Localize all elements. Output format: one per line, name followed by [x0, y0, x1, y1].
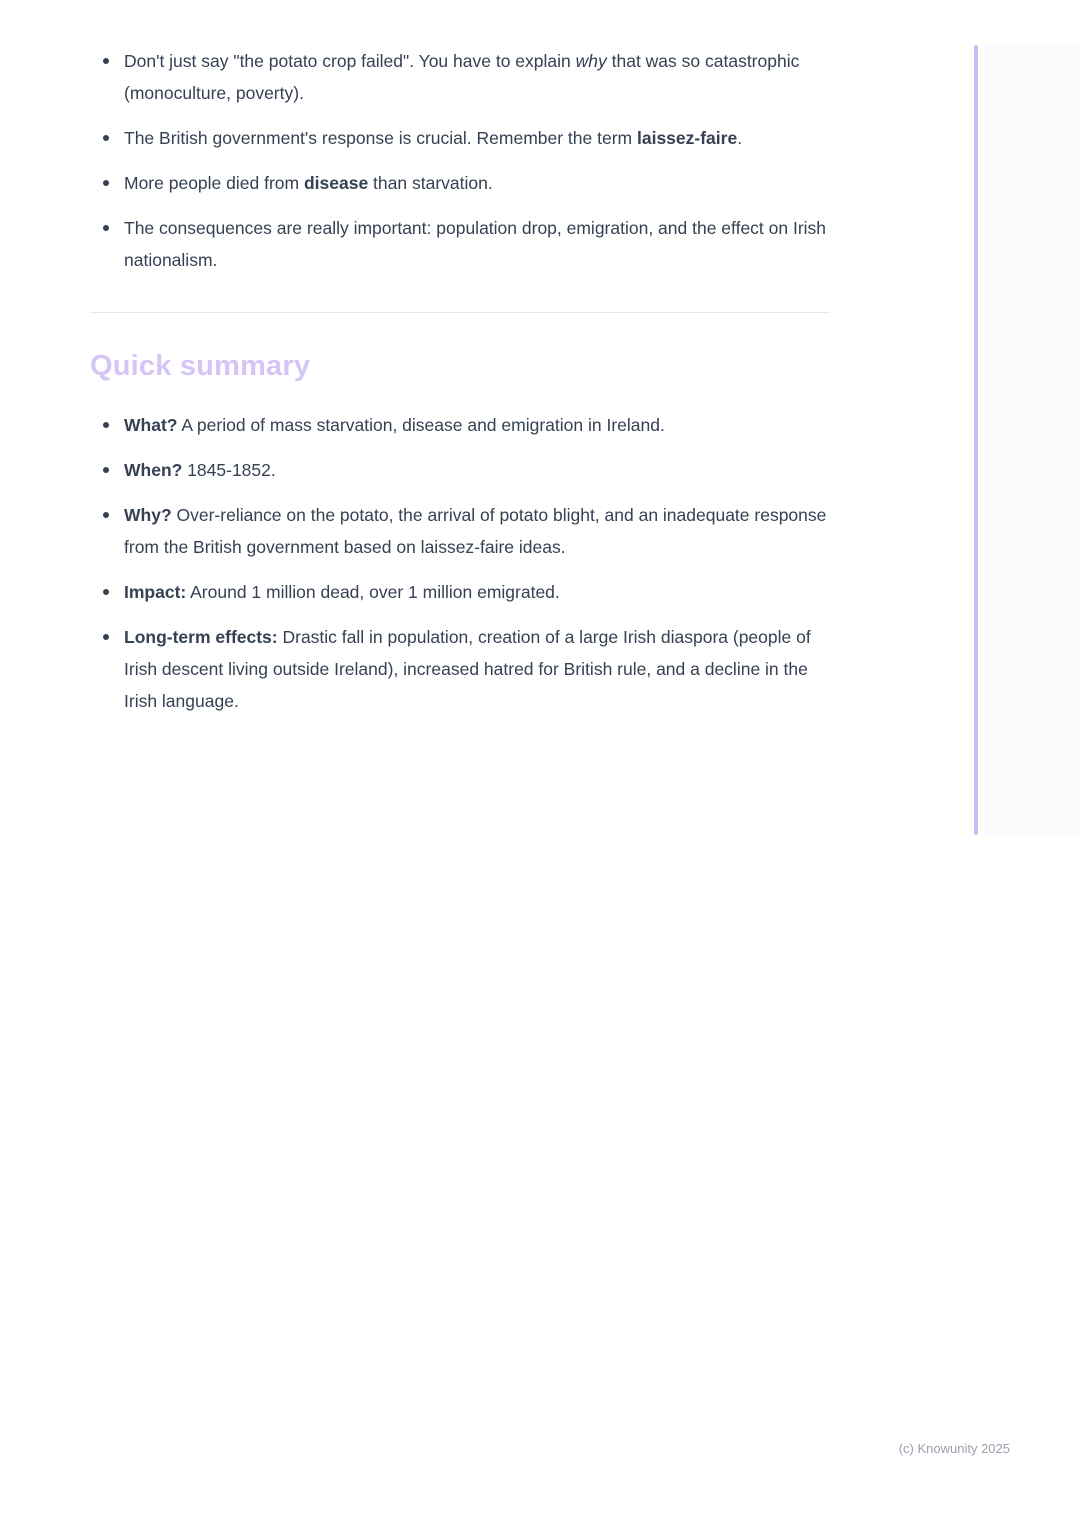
- list-item-text: When? 1845-1852.: [124, 460, 276, 480]
- list-item: [124, 576, 830, 608]
- section-divider: [90, 312, 830, 313]
- side-panel: [984, 45, 1080, 835]
- notes-list: [90, 45, 830, 276]
- list-item-text: The consequences are really important: population drop, emigration, and the effect on Irish nationalism.: [124, 218, 827, 270]
- list-item: [124, 45, 830, 109]
- quick-summary-heading: Quick summary: [90, 350, 311, 382]
- list-item-text: What? A period of mass starvation, disease and emigration in Ireland.: [124, 415, 665, 435]
- list-item: [124, 454, 830, 486]
- list-item: [124, 621, 830, 717]
- list-item-text: Long-term effects: Drastic fall in population, creation of a large Irish diaspora (people of Irish descent living outside Ireland), increased hatred for British rule, and a decline in the Irish language.: [124, 627, 811, 711]
- list-item: [124, 122, 830, 154]
- scrollbar-thumb[interactable]: [974, 45, 978, 835]
- list-item: [124, 212, 830, 276]
- list-item-text: More people died from disease than starvation.: [124, 173, 493, 193]
- summary-list: [90, 409, 830, 717]
- document-content: [90, 45, 830, 730]
- list-item-text: Impact: Around 1 million dead, over 1 million emigrated.: [124, 582, 560, 602]
- copyright-text: (c) Knowunity 2025: [898, 1441, 1010, 1456]
- list-item: [124, 167, 830, 199]
- list-item-text: Don't just say "the potato crop failed". You have to explain why that was so catastrophic (monoculture, poverty).: [124, 51, 800, 103]
- list-item-text: The British government's response is crucial. Remember the term laissez-faire.: [124, 128, 743, 148]
- list-item-text: Why? Over-reliance on the potato, the arrival of potato blight, and an inadequate response from the British government based on laissez-faire ideas.: [124, 505, 827, 557]
- list-item: [124, 409, 830, 441]
- list-item: [124, 499, 830, 563]
